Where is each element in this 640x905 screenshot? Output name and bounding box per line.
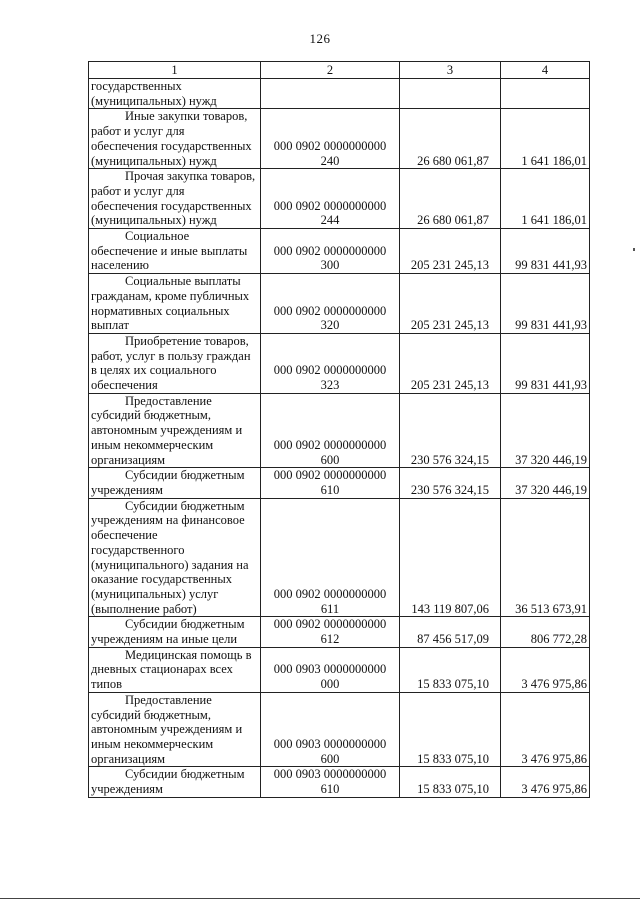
amount-column-3: 26 680 061,87	[400, 109, 501, 169]
expense-name-line: Субсидии бюджетным	[125, 767, 245, 782]
amount-column-3: 87 456 517,09	[400, 617, 501, 647]
table-row	[89, 333, 590, 393]
expense-name-line: Субсидии бюджетным	[125, 617, 245, 632]
amount-column-4: 806 772,28	[501, 617, 590, 647]
expense-name-line: выплат	[91, 318, 129, 333]
expense-name-line: обеспечения	[91, 378, 158, 393]
expense-name-line: обеспечения государственных	[91, 198, 252, 213]
table-row	[89, 468, 590, 498]
amount-column-3: 205 231 245,13	[400, 274, 501, 334]
expense-name-cell	[89, 169, 261, 229]
expense-name-line: государственного	[91, 542, 185, 557]
budget-code-main: 000 0902 0000000000	[273, 617, 387, 632]
amount-column-3: 26 680 061,87	[400, 169, 501, 229]
budget-code-type: 320	[320, 318, 340, 333]
budget-code-cell	[261, 169, 400, 229]
table-row	[89, 169, 590, 229]
amount-column-3: 15 833 075,10	[400, 692, 501, 767]
amount-column-3: 15 833 075,10	[400, 767, 501, 797]
budget-code-main: 000 0902 0000000000	[273, 303, 387, 318]
expense-name-line: (муниципальных) услуг	[91, 586, 219, 601]
expense-name-line: (муниципальных) нужд	[91, 213, 217, 228]
expense-name-line: Социальное	[125, 229, 190, 244]
table-row	[89, 229, 590, 274]
expense-name-line: Предоставление	[125, 692, 212, 707]
expense-name-line: субсидий бюджетным,	[91, 707, 211, 722]
expense-name-cell	[89, 468, 261, 498]
budget-code-cell	[261, 229, 400, 274]
amount-column-4: 3 476 975,86	[501, 647, 590, 692]
amount-column-4: 1 641 186,01	[501, 109, 590, 169]
page-number: 126	[309, 31, 331, 46]
expense-name-line: учреждениям	[91, 482, 163, 497]
expense-name-line: обеспечение	[91, 528, 158, 543]
scan-edge-line	[0, 898, 640, 899]
budget-code-cell	[261, 79, 400, 109]
budget-code-cell	[261, 393, 400, 468]
budget-table	[88, 61, 590, 798]
budget-code-type: 610	[320, 782, 340, 797]
expense-name-line: (муниципальных) нужд	[91, 153, 217, 168]
expense-name-line: работ и услуг для	[91, 124, 185, 139]
amount-column-3: 15 833 075,10	[400, 647, 501, 692]
expense-name-line: иным некоммерческим	[91, 736, 214, 751]
amount-column-3: 205 231 245,13	[400, 333, 501, 393]
expense-name-cell	[89, 617, 261, 647]
expense-name-line: организациям	[91, 452, 166, 467]
budget-code-type: 610	[320, 482, 340, 497]
table-row	[89, 692, 590, 767]
budget-code-type: 244	[320, 213, 340, 228]
table-row	[89, 393, 590, 468]
amount-column-4: 36 513 673,91	[501, 498, 590, 617]
table-row	[89, 647, 590, 692]
budget-code-main: 000 0902 0000000000	[273, 363, 387, 378]
expense-name-line: государственных	[91, 79, 182, 93]
expense-name-cell	[89, 692, 261, 767]
budget-code-main: 000 0902 0000000000	[273, 468, 387, 483]
amount-column-3: 230 576 324,15	[400, 393, 501, 468]
expense-name-cell	[89, 767, 261, 797]
budget-code-cell	[261, 333, 400, 393]
budget-code-main: 000 0903 0000000000	[273, 736, 387, 751]
expense-name-line: Прочая закупка товаров,	[125, 169, 256, 184]
expense-name-line: (муниципальных) нужд	[91, 93, 217, 108]
budget-code-type: 323	[320, 378, 340, 393]
expense-name-line: Приобретение товаров,	[125, 333, 249, 348]
budget-code-cell	[261, 692, 400, 767]
budget-code-type: 611	[320, 601, 340, 616]
expense-name-line: работ, услуг в пользу граждан	[91, 348, 251, 363]
table-row	[89, 767, 590, 797]
budget-code-cell	[261, 767, 400, 797]
table-row	[89, 617, 590, 647]
column-header-3: 3	[400, 62, 501, 79]
budget-code-main: 000 0902 0000000000	[273, 198, 387, 213]
budget-code-type: 600	[320, 751, 340, 766]
expense-name-line: организациям	[91, 751, 166, 766]
expense-name-line: Субсидии бюджетным	[125, 498, 245, 513]
amount-column-4: 37 320 446,19	[501, 468, 590, 498]
expense-name-line: обеспечение и иные выплаты	[91, 243, 248, 258]
expense-name-cell	[89, 333, 261, 393]
expense-name-cell	[89, 229, 261, 274]
expense-name-line: нормативных социальных	[91, 303, 230, 318]
amount-column-3: 143 119 807,06	[400, 498, 501, 617]
budget-code-cell	[261, 498, 400, 617]
expense-name-line: автономным учреждениям и	[91, 423, 243, 438]
budget-code-main: 000 0902 0000000000	[273, 243, 387, 258]
header-row	[89, 62, 590, 79]
table-row	[89, 274, 590, 334]
expense-name-cell	[89, 647, 261, 692]
budget-code-cell	[261, 274, 400, 334]
budget-code-main: 000 0902 0000000000	[273, 586, 387, 601]
budget-code-type: 240	[320, 153, 340, 168]
column-header-4: 4	[501, 62, 590, 79]
expense-name-line: гражданам, кроме публичных	[91, 288, 250, 303]
expense-name-line: Медицинская помощь в	[125, 647, 252, 662]
amount-column-4: 99 831 441,93	[501, 333, 590, 393]
expense-name-line: дневных стационарах всех	[91, 662, 233, 677]
expense-name-line: учреждениям на иные цели	[91, 632, 238, 647]
expense-name-line: работ и услуг для	[91, 183, 185, 198]
expense-name-line: в целях их социального	[91, 363, 217, 378]
expense-name-line: (муниципального) задания на	[91, 557, 249, 572]
expense-name-line: Субсидии бюджетным	[125, 468, 245, 483]
budget-code-type: 612	[320, 632, 340, 647]
budget-code-main: 000 0903 0000000000	[273, 767, 387, 782]
budget-code-main: 000 0903 0000000000	[273, 662, 387, 677]
amount-column-3	[400, 79, 501, 109]
amount-column-4: 3 476 975,86	[501, 767, 590, 797]
expense-name-line: оказание государственных	[91, 572, 233, 587]
amount-column-4: 37 320 446,19	[501, 393, 590, 468]
expense-name-line: типов	[91, 677, 122, 692]
column-header-1: 1	[89, 62, 261, 79]
budget-code-cell	[261, 617, 400, 647]
expense-name-cell	[89, 393, 261, 468]
expense-name-line: учреждениям на финансовое	[91, 513, 245, 528]
expense-name-cell	[89, 274, 261, 334]
budget-code-type: 600	[320, 452, 340, 467]
amount-column-4: 3 476 975,86	[501, 692, 590, 767]
amount-column-4: 99 831 441,93	[501, 274, 590, 334]
budget-code-cell	[261, 647, 400, 692]
expense-name-line: иным некоммерческим	[91, 437, 214, 452]
amount-column-3: 230 576 324,15	[400, 468, 501, 498]
table-body	[89, 79, 590, 798]
expense-name-cell	[89, 109, 261, 169]
expense-name-cell	[89, 79, 261, 109]
expense-name-line: населению	[91, 258, 149, 273]
amount-column-3: 205 231 245,13	[400, 229, 501, 274]
expense-name-line: автономным учреждениям и	[91, 722, 243, 737]
expense-name-line: (выполнение работ)	[91, 601, 197, 616]
budget-code-main: 000 0902 0000000000	[273, 437, 387, 452]
amount-column-4: 1 641 186,01	[501, 169, 590, 229]
expense-name-cell	[89, 498, 261, 617]
amount-column-4	[501, 79, 590, 109]
margin-mark	[633, 248, 635, 251]
expense-name-line: субсидий бюджетным,	[91, 408, 211, 423]
column-header-2: 2	[261, 62, 400, 79]
budget-code-cell	[261, 109, 400, 169]
expense-name-line: учреждениям	[91, 782, 163, 797]
expense-name-line: обеспечения государственных	[91, 138, 252, 153]
expense-name-line: Социальные выплаты	[125, 274, 241, 289]
amount-column-4: 99 831 441,93	[501, 229, 590, 274]
table-row	[89, 79, 590, 109]
budget-code-type: 000	[320, 677, 340, 692]
table-row	[89, 109, 590, 169]
expense-name-line: Предоставление	[125, 393, 212, 408]
expense-name-line: Иные закупки товаров,	[125, 109, 248, 124]
table-row	[89, 498, 590, 617]
budget-code-cell	[261, 468, 400, 498]
budget-code-main: 000 0902 0000000000	[273, 138, 387, 153]
budget-code-type: 300	[320, 258, 340, 273]
